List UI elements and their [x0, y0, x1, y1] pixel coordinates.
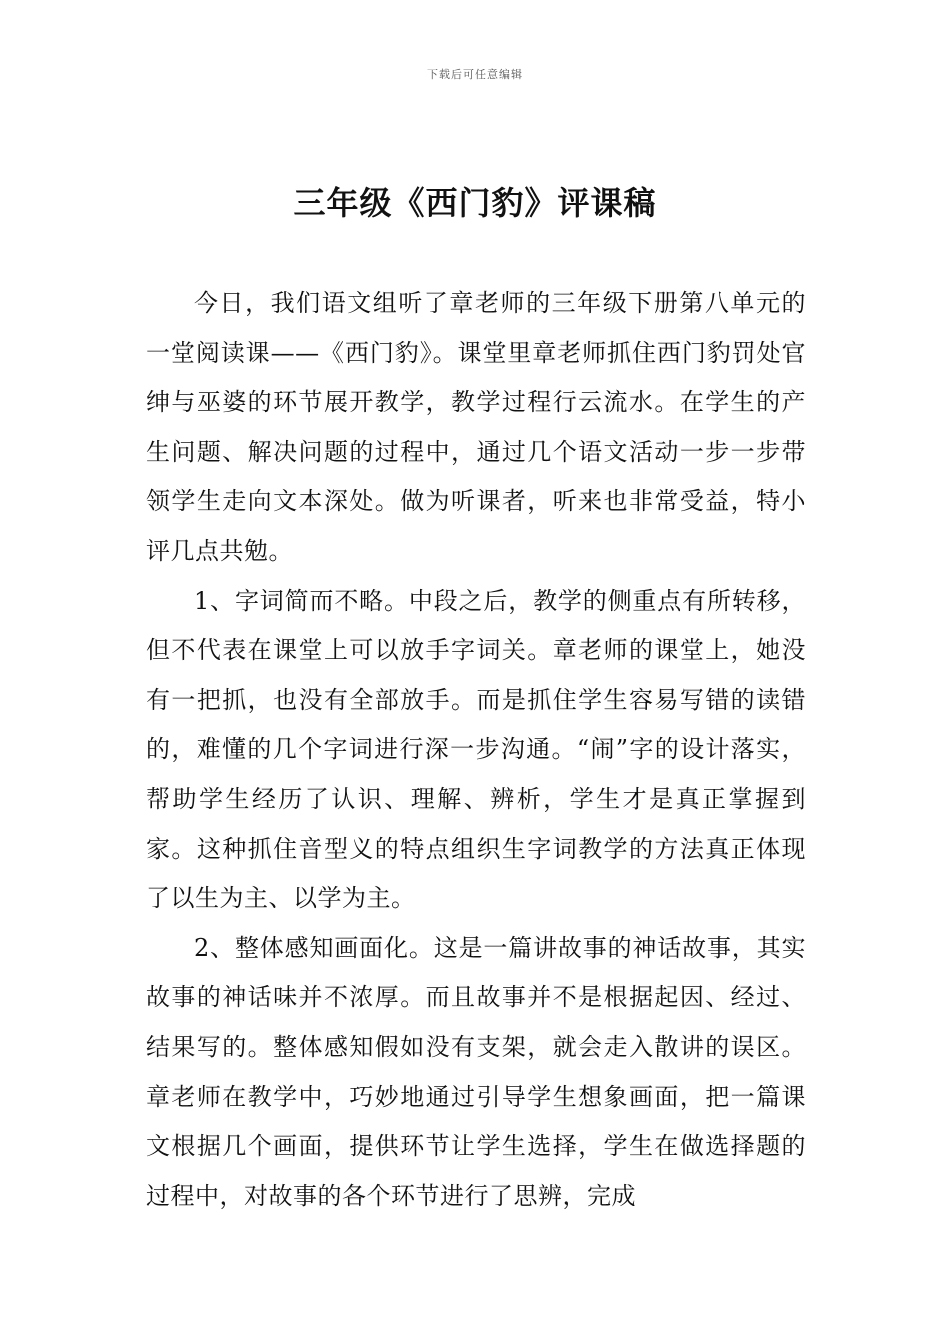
page-header-note: 下载后可任意编辑 — [427, 68, 523, 81]
paragraph-point-2: 2、整体感知画面化。这是一篇讲故事的神话故事，其实故事的神话味并不浓厚。而且故事并不是根据起因、经过、结果写的。整体感知假如没有支架，就会走入散讲的误区。章老师在教学中，巧妙地通过引导学生想象画面，把一篇课文根据几个画面，提供环节让学生选择，学生在做选择题的过程中，对故事的各个环节进行了思辨，完成 — [146, 933, 806, 1210]
document-body — [146, 279, 806, 1221]
paragraph-intro: 今日，我们语文组听了章老师的三年级下册第八单元的一堂阅读课——《西门豹》。课堂里章老师抓住西门豹罚处官绅与巫婆的环节展开教学，教学过程行云流水。在学生的产生问题、解决问题的过程中，通过几个语文活动一步一步带领学生走向文本深处。做为听课者，听来也非常受益，特小评几点共勉。 — [146, 289, 806, 565]
paragraph-point-1: 1、字词简而不略。中段之后，教学的侧重点有所转移，但不代表在课堂上可以放手字词关。章老师的课堂上，她没有一把抓，也没有全部放手。而是抓住学生容易写错的读错的，难懂的几个字词进行深一步沟通。“闹”字的设计落实，帮助学生经历了认识、理解、辨析，学生才是真正掌握到家。这种抓住音型义的特点组织生字词教学的方法真正体现了以生为主、以学为主。 — [146, 586, 806, 913]
document-title: 三年级《西门豹》评课稿 — [293, 184, 657, 222]
